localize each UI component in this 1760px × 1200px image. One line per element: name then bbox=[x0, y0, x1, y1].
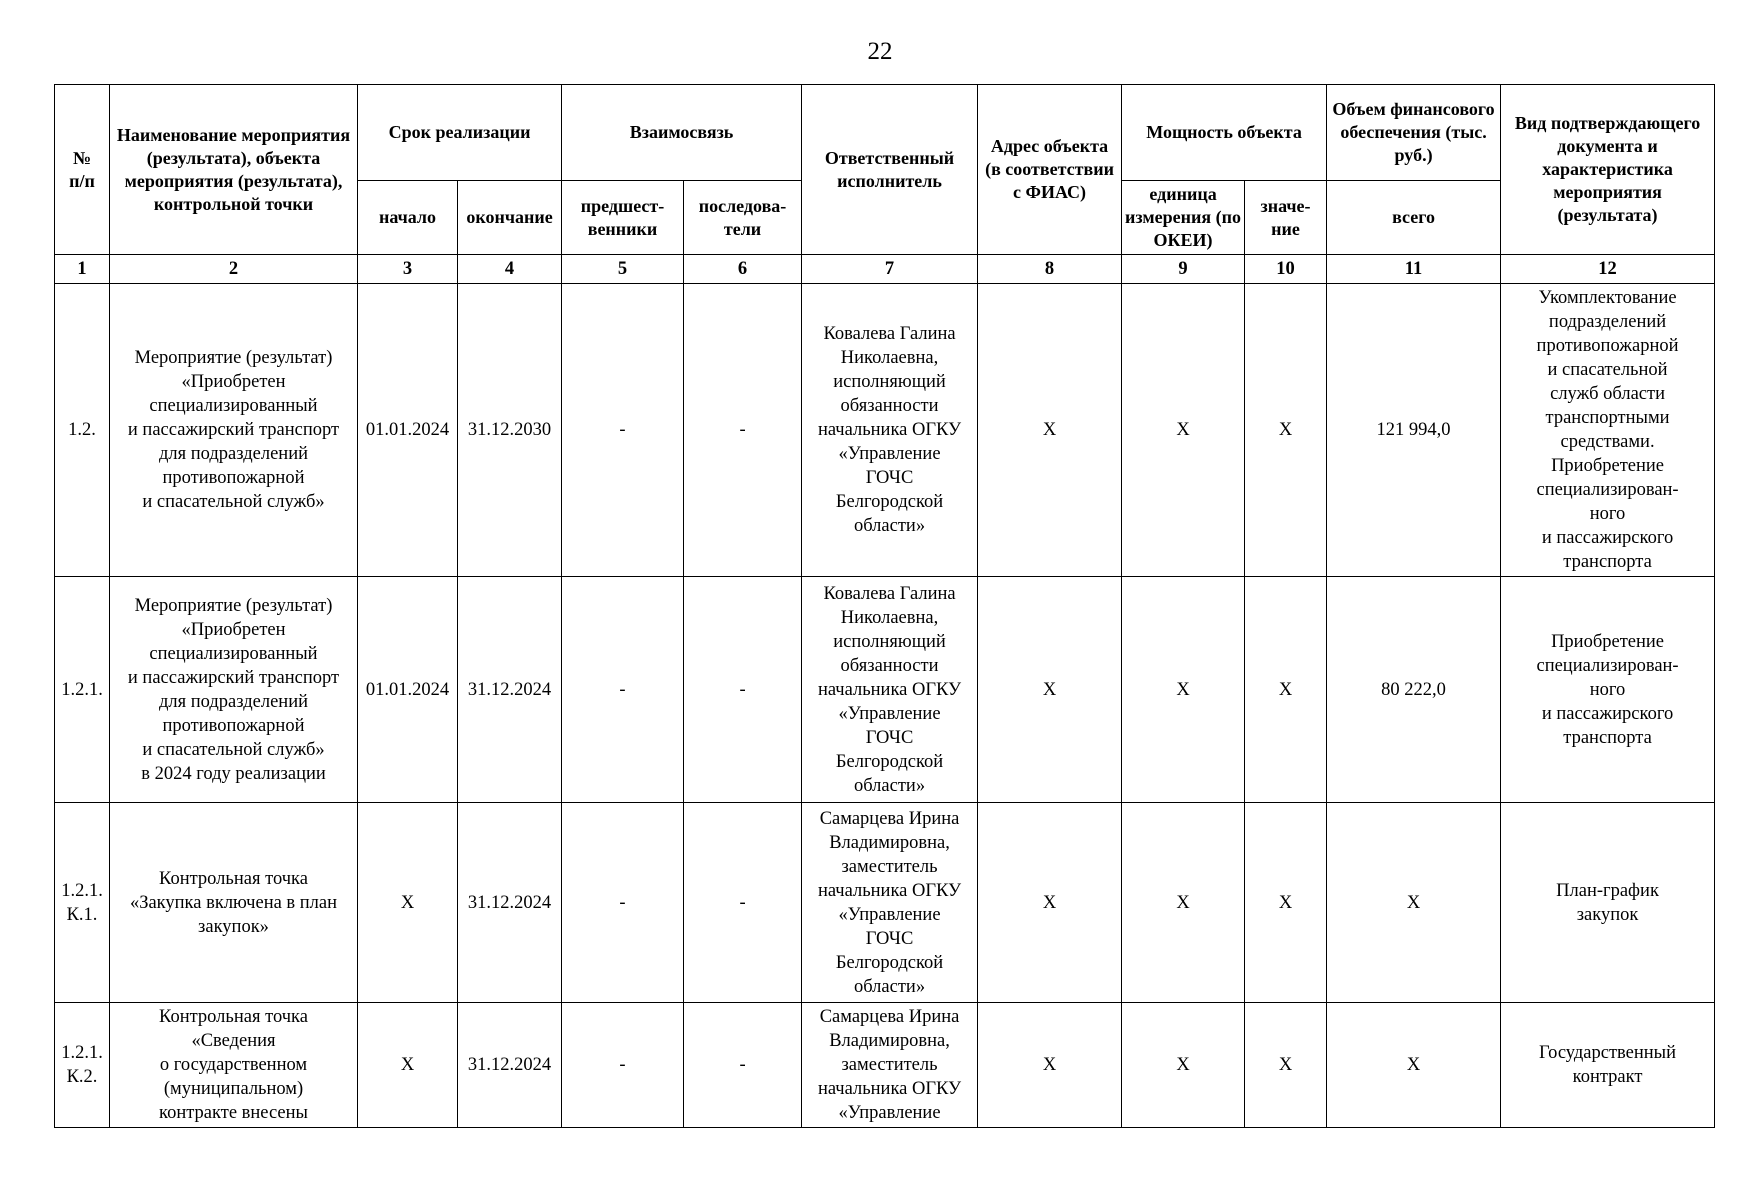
row-successors: - bbox=[684, 577, 802, 803]
header-period: Срок реализации bbox=[358, 85, 562, 181]
row-end: 31.12.2030 bbox=[458, 284, 562, 577]
row-num: 1.2.1. К.2. bbox=[55, 1003, 110, 1128]
header-relation: Взаимосвязь bbox=[562, 85, 802, 181]
row-address: X bbox=[978, 284, 1122, 577]
row-name: Контрольная точка «Сведения о государственном (муниципальном) контракте внесены bbox=[110, 1003, 358, 1128]
row-value: X bbox=[1245, 284, 1327, 577]
column-number: 12 bbox=[1501, 255, 1715, 284]
column-number: 10 bbox=[1245, 255, 1327, 284]
row-responsible: Ковалева Галина Николаевна, исполняющий обязанности начальника ОГКУ «Управление ГОЧС Белгородской области» bbox=[802, 284, 978, 577]
row-num: 1.2. bbox=[55, 284, 110, 577]
column-number: 7 bbox=[802, 255, 978, 284]
header-start: начало bbox=[358, 181, 458, 255]
row-unit: X bbox=[1122, 1003, 1245, 1128]
column-number: 11 bbox=[1327, 255, 1501, 284]
header-doc-type: Вид подтверждающего документа и характеристика мероприятия (результата) bbox=[1501, 85, 1715, 255]
row-start: 01.01.2024 bbox=[358, 577, 458, 803]
row-doc: Приобретение специализирован- ного и пассажирского транспорта bbox=[1501, 577, 1715, 803]
row-name: Контрольная точка «Закупка включена в план закупок» bbox=[110, 803, 358, 1003]
header-address: Адрес объекта (в соответствии с ФИАС) bbox=[978, 85, 1122, 255]
row-predecessors: - bbox=[562, 284, 684, 577]
implementation-plan-table bbox=[54, 84, 1715, 1128]
row-value: X bbox=[1245, 577, 1327, 803]
column-number: 9 bbox=[1122, 255, 1245, 284]
header-value: значе- ние bbox=[1245, 181, 1327, 255]
row-name: Мероприятие (результат) «Приобретен специализированный и пассажирский транспорт для подразделений противопожарной и спасательной служб» в 2024 году реализации bbox=[110, 577, 358, 803]
row-start: X bbox=[358, 1003, 458, 1128]
row-address: X bbox=[978, 803, 1122, 1003]
column-number: 3 bbox=[358, 255, 458, 284]
row-responsible: Самарцева Ирина Владимировна, заместитель начальника ОГКУ «Управление ГОЧС Белгородской области» bbox=[802, 803, 978, 1003]
row-value: X bbox=[1245, 803, 1327, 1003]
row-responsible: Ковалева Галина Николаевна, исполняющий обязанности начальника ОГКУ «Управление ГОЧС Белгородской области» bbox=[802, 577, 978, 803]
row-predecessors: - bbox=[562, 1003, 684, 1128]
row-successors: - bbox=[684, 284, 802, 577]
header-unit: единица измерения (по ОКЕИ) bbox=[1122, 181, 1245, 255]
row-doc: Государственный контракт bbox=[1501, 1003, 1715, 1128]
header-responsible: Ответственный исполнитель bbox=[802, 85, 978, 255]
table-row bbox=[55, 284, 1715, 577]
column-number: 6 bbox=[684, 255, 802, 284]
row-total: X bbox=[1327, 1003, 1501, 1128]
header-num: № п/п bbox=[55, 85, 110, 255]
row-unit: X bbox=[1122, 803, 1245, 1003]
column-number: 5 bbox=[562, 255, 684, 284]
row-num: 1.2.1. К.1. bbox=[55, 803, 110, 1003]
table-row bbox=[55, 803, 1715, 1003]
table-row bbox=[55, 577, 1715, 803]
column-number: 8 bbox=[978, 255, 1122, 284]
header-finance: Объем финансового обеспечения (тыс. руб.) bbox=[1327, 85, 1501, 181]
column-number: 4 bbox=[458, 255, 562, 284]
row-successors: - bbox=[684, 1003, 802, 1128]
row-start: X bbox=[358, 803, 458, 1003]
header-total: всего bbox=[1327, 181, 1501, 255]
column-number: 2 bbox=[110, 255, 358, 284]
row-responsible: Самарцева Ирина Владимировна, заместитель начальника ОГКУ «Управление bbox=[802, 1003, 978, 1128]
row-total: X bbox=[1327, 803, 1501, 1003]
row-unit: X bbox=[1122, 284, 1245, 577]
page-number: 22 bbox=[867, 38, 893, 65]
row-total: 121 994,0 bbox=[1327, 284, 1501, 577]
row-predecessors: - bbox=[562, 803, 684, 1003]
row-doc: План-график закупок bbox=[1501, 803, 1715, 1003]
header-capacity: Мощность объекта bbox=[1122, 85, 1327, 181]
column-numbers-row bbox=[55, 255, 1715, 284]
header-end: окончание bbox=[458, 181, 562, 255]
row-predecessors: - bbox=[562, 577, 684, 803]
row-end: 31.12.2024 bbox=[458, 577, 562, 803]
row-name: Мероприятие (результат) «Приобретен специализированный и пассажирский транспорт для подразделений противопожарной и спасательной служб» bbox=[110, 284, 358, 577]
row-total: 80 222,0 bbox=[1327, 577, 1501, 803]
row-end: 31.12.2024 bbox=[458, 1003, 562, 1128]
table-row bbox=[55, 1003, 1715, 1128]
row-address: X bbox=[978, 1003, 1122, 1128]
row-end: 31.12.2024 bbox=[458, 803, 562, 1003]
header-successors: последова- тели bbox=[684, 181, 802, 255]
column-number: 1 bbox=[55, 255, 110, 284]
row-doc: Укомплектование подразделений противопожарной и спасательной служб области транспортными средствами. Приобретение специализирован- ного и пассажирского транспорта bbox=[1501, 284, 1715, 577]
row-start: 01.01.2024 bbox=[358, 284, 458, 577]
header-name: Наименование мероприятия (результата), объекта мероприятия (результата), контрольной точки bbox=[110, 85, 358, 255]
row-num: 1.2.1. bbox=[55, 577, 110, 803]
row-unit: X bbox=[1122, 577, 1245, 803]
row-address: X bbox=[978, 577, 1122, 803]
row-successors: - bbox=[684, 803, 802, 1003]
header-predecessors: предшест- венники bbox=[562, 181, 684, 255]
row-value: X bbox=[1245, 1003, 1327, 1128]
